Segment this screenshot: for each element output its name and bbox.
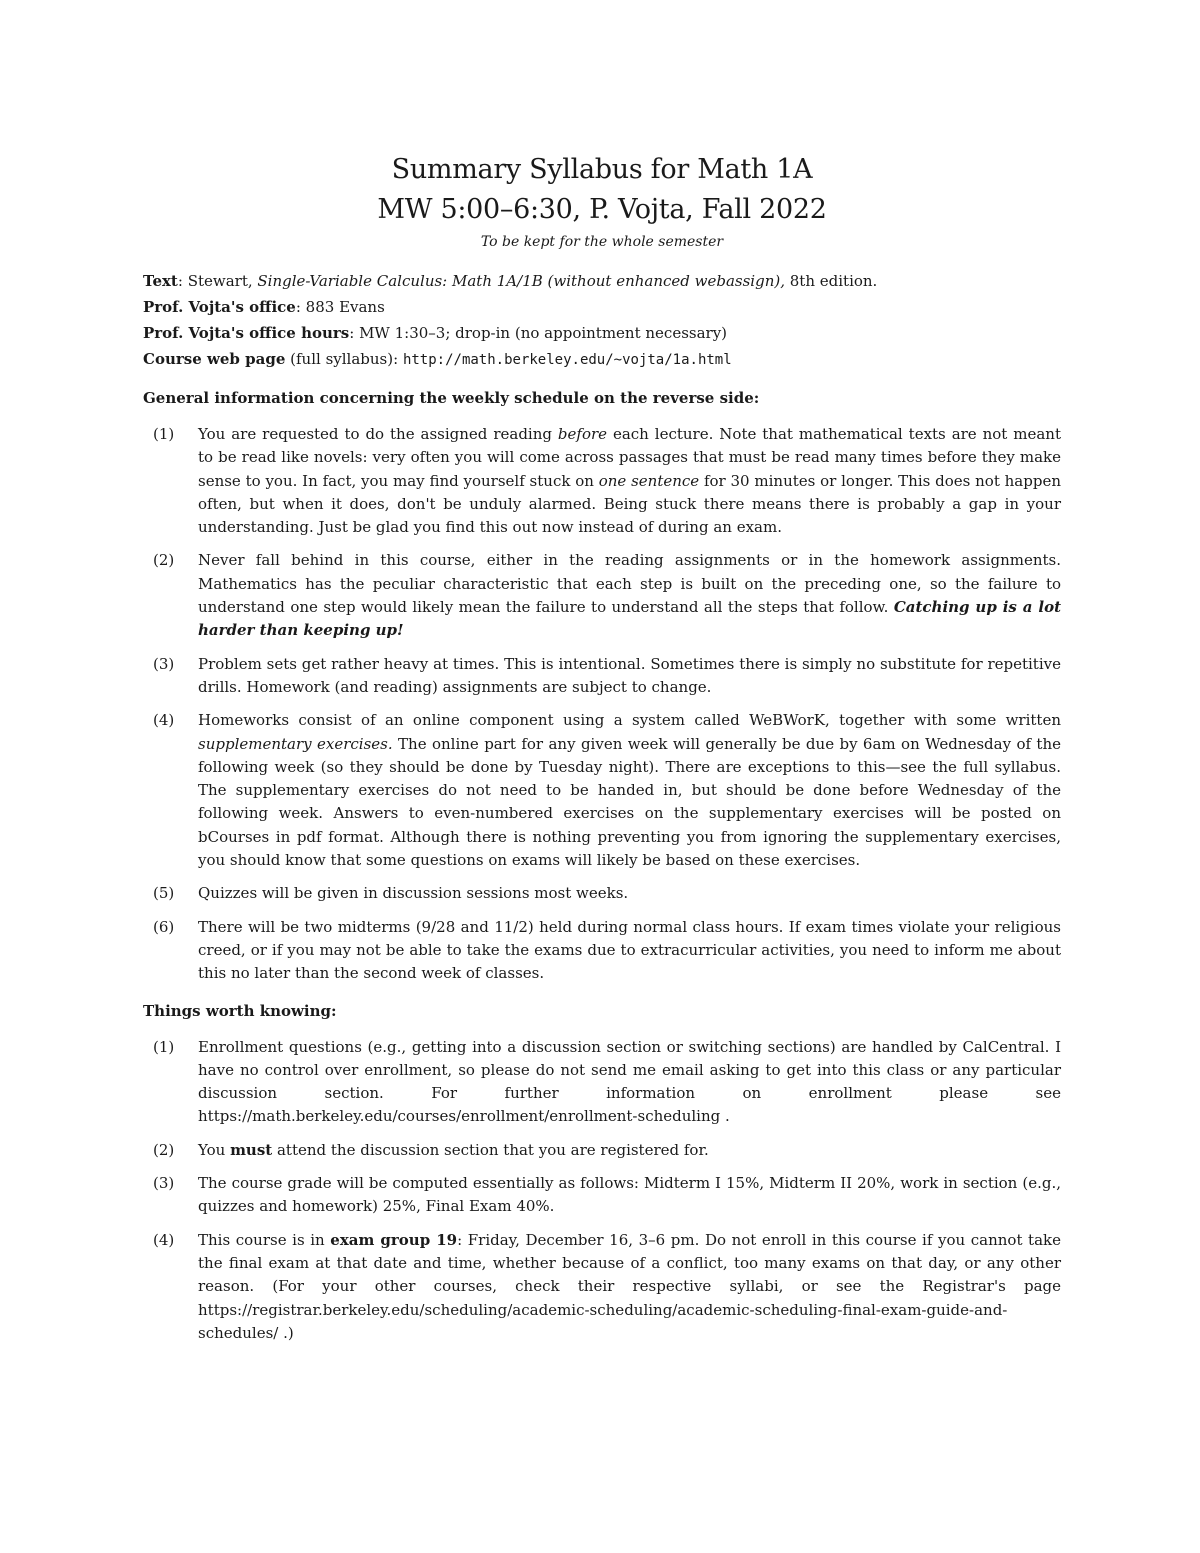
item-text: The course grade will be computed essentially as follows: Midterm I 15%, Midterm II 20%, work in section (e.g., quizzes and homework) 25%, Final Exam 40%. — [198, 1174, 1061, 1216]
item-text: You — [198, 1140, 231, 1159]
item-text: for 30 minutes or longer. This does not happen often, but when it does, don't be unduly alarmed. Being stuck there means there is probably a gap in your understanding. Just be glad you find this out now instead of during an exam. — [198, 471, 1061, 537]
office-hours-line: Prof. Vojta's office hours: MW 1:30–3; drop-in (no appointment necessary) — [143, 324, 728, 342]
item-number: (3) — [153, 654, 175, 673]
item-text: Never fall behind in this course, either in the reading assignments or in the homework assignments. Mathematics has the peculiar characteristic that each step is built on the preceding one, so the failure to understand one step would likely mean the failure to understand all the steps that follow. — [198, 551, 1061, 617]
textbook-line: Text: Stewart, Single-Variable Calculus: Math 1A/1B (without enhanced webassign), 8th edition. — [143, 272, 878, 290]
list-item — [143, 916, 1061, 986]
list-item — [143, 1036, 1061, 1129]
item-text: There will be two midterms (9/28 and 11/2) held during normal class hours. If exam times violate your religious creed, or if you may not be able to take the exams due to extracurricular activities, you need to inform me about this no later than the second week of classes. — [198, 917, 1061, 983]
office-hours-label: Prof. Vojta's office hours — [143, 324, 350, 342]
page-subtitle: To be kept for the whole semester — [480, 234, 724, 250]
title-block — [143, 150, 1061, 254]
item-text: : Friday, December 16, 3–6 pm. Do not enroll in this course if you cannot take the final exam at that date and time, whether because of a conflict, too many exams on that day, or any other reason. (For your other courses, check their respective syllabi, or see the Registrar's page https://registrar.berkeley.edu/scheduling/academic-scheduling/academic-scheduling-final-exam-guide-and-schedules/ .) — [198, 1230, 1061, 1342]
item-text: Problem sets get rather heavy at times. This is intentional. Sometimes there is simply no substitute for repetitive drills. Homework (and reading) assignments are subject to change. — [198, 654, 1061, 696]
item-number: (4) — [153, 711, 175, 730]
things-worth-knowing-list — [143, 1036, 1061, 1346]
item-emphasis: before — [557, 425, 608, 443]
things-worth-knowing-heading: Things worth knowing: — [143, 1001, 337, 1020]
item-text: attend the discussion section that you are registered for. — [272, 1140, 709, 1159]
course-web-label: Course web page — [143, 350, 286, 368]
general-info-list — [143, 423, 1061, 986]
course-web-url[interactable]: http://math.berkeley.edu/~vojta/1a.html — [402, 352, 732, 368]
list-item — [143, 1229, 1061, 1345]
office-line: Prof. Vojta's office: 883 Evans — [143, 298, 385, 316]
item-text: each lecture. Note that mathematical texts are not meant to be read like novels: very often you will come across passages that must be read many times before they make sense to you. In fact, you may find yourself stuck on — [198, 425, 1061, 490]
course-meeting-line: MW 5:00–6:30, P. Vojta, Fall 2022 — [377, 194, 827, 225]
office-label: Prof. Vojta's office — [143, 298, 296, 316]
item-number: (5) — [153, 884, 175, 903]
item-strong: Catching up is a lot harder than keeping up! — [198, 598, 1062, 640]
list-item — [143, 423, 1061, 539]
item-emphasis: supplementary exercises. — [198, 734, 393, 753]
list-item — [143, 549, 1061, 642]
item-text: Enrollment questions (e.g., getting into a discussion section or switching sections) are handled by CalCentral. I have no control over enrollment, so please do not send me email asking to get into this class or any particular discussion section. For further information on enrollment please see https://math.berkeley.edu/courses/enrollment/enrollment-scheduling . — [198, 1037, 1061, 1126]
textbook-label: Text — [143, 272, 178, 290]
list-item — [143, 1172, 1061, 1219]
office-value: 883 Evans — [305, 298, 385, 316]
item-strong: exam group 19 — [330, 1230, 458, 1249]
item-number: (6) — [153, 917, 175, 936]
item-number: (1) — [153, 1037, 175, 1056]
item-text: Homeworks consist of an online component using a system called WeBWorK, together with some written — [198, 711, 1061, 730]
list-item — [143, 653, 1061, 700]
item-emphasis: one sentence — [598, 471, 700, 490]
item-number: (2) — [153, 551, 175, 570]
item-number: (4) — [153, 1230, 175, 1249]
office-hours-value: MW 1:30–3; drop-in (no appointment necessary) — [359, 324, 728, 342]
general-info-heading: General information concerning the weekly schedule on the reverse side: — [143, 389, 760, 407]
textbook-author: Stewart, — [187, 272, 253, 290]
item-text: Quizzes will be given in discussion sessions most weeks. — [198, 884, 629, 903]
item-text: You are requested to do the assigned reading — [198, 425, 558, 443]
textbook-title: Single-Variable Calculus: Math 1A/1B (without enhanced webassign), — [257, 272, 785, 290]
item-number: (3) — [153, 1174, 175, 1193]
item-number: (1) — [153, 425, 175, 443]
list-item — [143, 1139, 1061, 1162]
item-text: The online part for any given week will generally be due by 6am on Wednesday of the following week (so they should be done by Tuesday night). There are exceptions to this—see the full syllabus. The supplementary exercises do not need to be handed in, but should be done before Wednesday of the following week. Answers to even-numbered exercises on the supplementary exercises will be posted on bCourses in pdf format. Although there is nothing preventing you from ignoring the supplementary exercises, you should know that some questions on exams will likely be based on these exercises. — [198, 734, 1061, 870]
course-web-paren: (full syllabus) — [290, 350, 394, 368]
item-strong: must — [230, 1140, 273, 1159]
item-text: This course is in — [198, 1230, 331, 1249]
list-item — [143, 709, 1061, 872]
course-web-line: Course web page (full syllabus): http://math.berkeley.edu/~vojta/1a.html — [143, 350, 732, 368]
page-title: Summary Syllabus for Math 1A — [391, 154, 813, 185]
item-number: (2) — [153, 1140, 175, 1159]
list-item — [143, 882, 1061, 905]
textbook-edition: 8th edition. — [789, 272, 878, 290]
syllabus-page — [143, 150, 1061, 1355]
